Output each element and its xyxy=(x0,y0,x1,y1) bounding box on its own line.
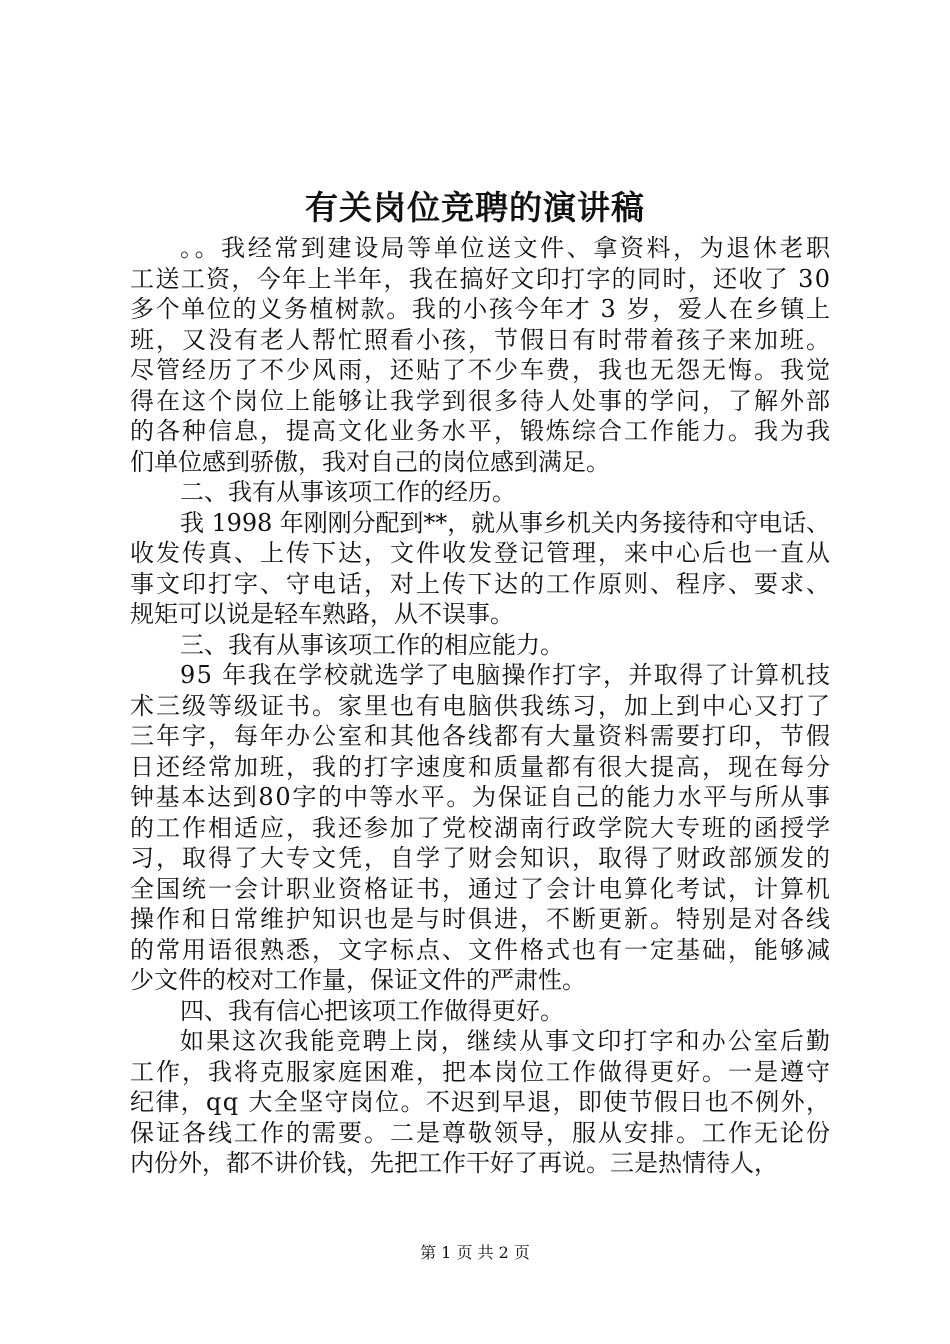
text-line: 三、我有从事该项工作的相应能力。 xyxy=(180,630,564,659)
text-line: 二、我有从事该项工作的经历。 xyxy=(180,478,516,506)
text-line: 多个单位的义务植树款。我的小孩今年才 3 岁，爱人在乡镇上 xyxy=(130,295,832,323)
text-line: 得在这个岗位上能够让我学到很多待人处事的学问，了解外部 xyxy=(130,386,832,415)
text-line: 规矩可以说是轻车熟路，从不误事。 xyxy=(130,600,514,628)
text-line: 的各种信息，提高文化业务水平，锻炼综合工作能力。我为我 xyxy=(130,417,832,445)
text-line: 日还经常加班，我的打字速度和质量都有很大提高，现在每分 xyxy=(130,752,832,781)
text-line: 的常用语很熟悉，文字标点、文件格式也有一定基础，能够减 xyxy=(130,935,832,964)
document-body xyxy=(130,233,833,1179)
text-line: 尽管经历了不少风雨，还贴了不少车费，我也无怨无悔。我觉 xyxy=(130,356,832,384)
text-line: 事文印打字、守电话，对上传下达的工作原则、程序、要求、 xyxy=(130,569,832,598)
text-line: 的工作相适应，我还参加了党校湖南行政学院大专班的函授学 xyxy=(130,813,832,842)
text-line: 工作，我将克服家庭困难，把本岗位工作做得更好。一是遵守 xyxy=(130,1057,832,1086)
page-footer: 第 1 页 共 2 页 xyxy=(420,1243,530,1262)
text-line: 内份外，都不讲价钱，先把工作干好了再说。三是热情待人， xyxy=(130,1149,778,1177)
text-line: 工送工资，今年上半年，我在搞好文印打字的同时，还收了 30 xyxy=(130,264,832,293)
text-line: 术三级等级证书。家里也有电脑供我练习，加上到中心又打了 xyxy=(130,691,832,720)
text-line: 纪律，qq 大全坚守岗位。不迟到早退，即使节假日也不例外， xyxy=(130,1088,832,1116)
text-line: 如果这次我能竞聘上岗，继续从事文印打字和办公室后勤 xyxy=(180,1027,833,1055)
text-line: 们单位感到骄傲，我对自己的岗位感到满足。 xyxy=(130,447,610,476)
text-line: 。。我经常到建设局等单位送文件、拿资料，为退休老职 xyxy=(180,234,833,262)
text-line: 收发传真、上传下达，文件收发登记管理，来中心后也一直从 xyxy=(130,539,832,567)
text-line: 操作和日常维护知识也是与时俱进，不断更新。特别是对各线 xyxy=(130,905,832,933)
text-line: 全国统一会计职业资格证书，通过了会计电算化考试，计算机 xyxy=(130,874,832,903)
text-line: 95 年我在学校就选学了电脑操作打字，并取得了计算机技 xyxy=(180,661,832,689)
text-line: 钟基本达到80字的中等水平。为保证自己的能力水平与所从事 xyxy=(130,783,832,811)
text-line: 少文件的校对工作量，保证文件的严肃性。 xyxy=(130,966,586,994)
text-line: 三年字，每年办公室和其他各线都有大量资料需要打印，节假 xyxy=(130,722,832,750)
text-line: 保证各线工作的需要。二是尊敬领导，服从安排。工作无论份 xyxy=(130,1118,832,1147)
text-line: 我 1998 年刚刚分配到**，就从事乡机关内务接待和守电话、 xyxy=(180,508,830,537)
document-title: 有关岗位竞聘的演讲稿 xyxy=(305,188,645,227)
text-line: 四、我有信心把该项工作做得更好。 xyxy=(180,996,564,1025)
text-line: 班，又没有老人帮忙照看小孩，节假日有时带着孩子来加班。 xyxy=(130,325,832,354)
text-line: 习，取得了大专文凭，自学了财会知识，取得了财政部颁发的 xyxy=(130,844,832,872)
